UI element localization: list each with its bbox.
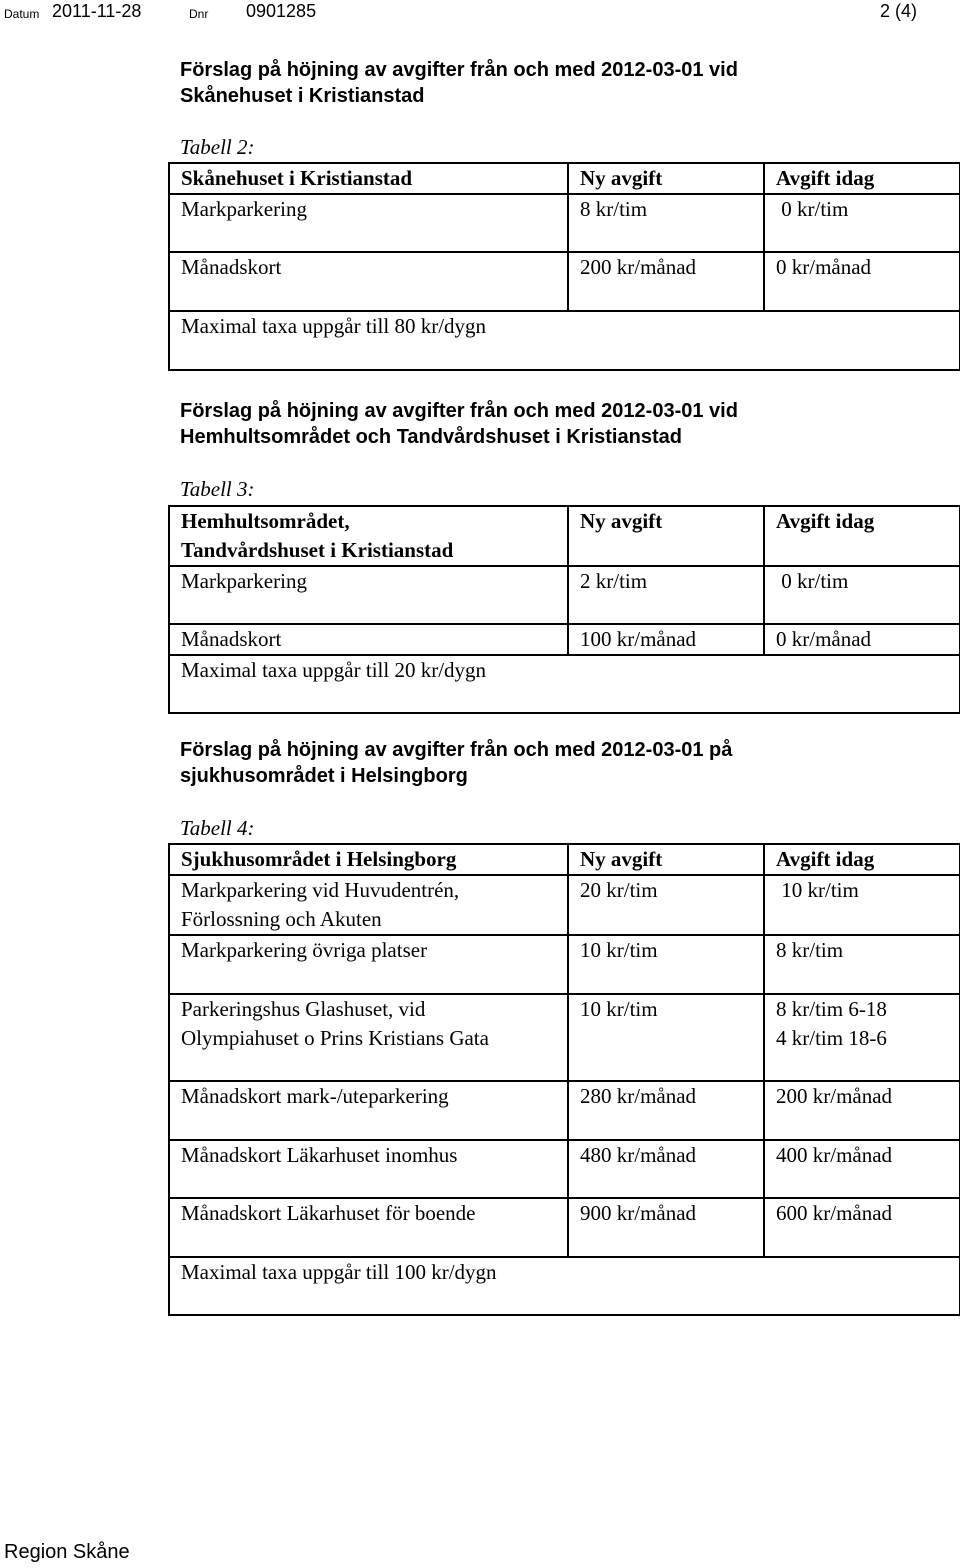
table-row — [169, 1081, 960, 1140]
table-header-row — [169, 163, 960, 194]
cell: 480 kr/månad — [568, 1140, 764, 1198]
cell: Markparkering övriga platser — [169, 935, 568, 994]
cell: Månadskort Läkarhuset för boende — [169, 1198, 568, 1257]
max-rate-cell: Maximal taxa uppgår till 80 kr/dygn — [169, 311, 960, 370]
document-header — [0, 0, 960, 24]
header-cell: Ny avgift — [568, 163, 764, 194]
table-row — [169, 1140, 960, 1198]
table-row — [169, 311, 960, 370]
table-2 — [168, 162, 960, 371]
table-row — [169, 994, 960, 1081]
cell: 100 kr/månad — [568, 624, 764, 655]
table-3 — [168, 505, 960, 714]
page-number: 2 (4) — [880, 1, 918, 21]
table-row — [169, 624, 960, 655]
table-caption-2: Tabell 2: — [180, 135, 255, 159]
header-cell: Ny avgift — [568, 506, 764, 566]
section-heading-hemhult: Förslag på höjning av avgifter från och med 2012-03-01 vid Hemhultsområdet och Tandvårdshuset i Kristianstad — [180, 400, 738, 448]
cell: 0 kr/tim — [764, 194, 960, 252]
cell: 2 kr/tim — [568, 566, 764, 624]
cell: Månadskort — [169, 252, 568, 311]
cell: 8 kr/tim — [764, 935, 960, 994]
max-rate-cell: Maximal taxa uppgår till 100 kr/dygn — [169, 1257, 960, 1315]
table-4 — [168, 843, 960, 1316]
cell: 280 kr/månad — [568, 1081, 764, 1140]
table-header-row — [169, 844, 960, 875]
cell: Markparkering — [169, 194, 568, 252]
cell: 0 kr/tim — [764, 566, 960, 624]
table-row — [169, 1198, 960, 1257]
cell: 8 kr/tim — [568, 194, 764, 252]
header-cell: Sjukhusområdet i Helsingborg — [169, 844, 568, 875]
cell: 10 kr/tim — [568, 994, 764, 1081]
cell: 400 kr/månad — [764, 1140, 960, 1198]
max-rate-cell: Maximal taxa uppgår till 20 kr/dygn — [169, 655, 960, 713]
header-cell: Avgift idag — [764, 506, 960, 566]
table-caption-3: Tabell 3: — [180, 477, 255, 501]
header-cell: Avgift idag — [764, 844, 960, 875]
table-caption-4: Tabell 4: — [180, 816, 255, 840]
table-row — [169, 566, 960, 624]
cell: 200 kr/månad — [568, 252, 764, 311]
datum-value: 2011-11-28 — [52, 1, 142, 21]
cell: Månadskort — [169, 624, 568, 655]
cell: 10 kr/tim — [764, 875, 960, 935]
cell: 900 kr/månad — [568, 1198, 764, 1257]
dnr-value: 0901285 — [246, 1, 317, 21]
dnr-label: Dnr — [189, 7, 209, 21]
cell: Månadskort mark-/uteparkering — [169, 1081, 568, 1140]
table-row — [169, 935, 960, 994]
header-cell: Hemhultsområdet, Tandvårdshuset i Kristianstad — [169, 506, 568, 566]
table-row — [169, 194, 960, 252]
cell: 8 kr/tim 6-18 4 kr/tim 18-6 — [764, 994, 960, 1081]
table-row — [169, 1257, 960, 1315]
header-cell: Ny avgift — [568, 844, 764, 875]
cell: Parkeringshus Glashuset, vid Olympiahuset o Prins Kristians Gata — [169, 994, 568, 1081]
cell: 10 kr/tim — [568, 935, 764, 994]
table-row — [169, 875, 960, 935]
cell: 0 kr/månad — [764, 252, 960, 311]
cell: 0 kr/månad — [764, 624, 960, 655]
table-row — [169, 252, 960, 311]
cell: 200 kr/månad — [764, 1081, 960, 1140]
header-cell: Avgift idag — [764, 163, 960, 194]
section-heading-skanehuset: Förslag på höjning av avgifter från och med 2012-03-01 vid Skånehuset i Kristianstad — [180, 59, 738, 107]
datum-label: Datum — [4, 7, 40, 21]
footer-organization: Region Skåne — [4, 1541, 130, 1563]
section-heading-helsingborg: Förslag på höjning av avgifter från och med 2012-03-01 på sjukhusområdet i Helsingborg — [180, 739, 733, 787]
cell: Markparkering — [169, 566, 568, 624]
cell: 20 kr/tim — [568, 875, 764, 935]
cell: Markparkering vid Huvudentrén, Förlossning och Akuten — [169, 875, 568, 935]
table-header-row — [169, 506, 960, 566]
cell: Månadskort Läkarhuset inomhus — [169, 1140, 568, 1198]
header-cell: Skånehuset i Kristianstad — [169, 163, 568, 194]
cell: 600 kr/månad — [764, 1198, 960, 1257]
table-row — [169, 655, 960, 713]
